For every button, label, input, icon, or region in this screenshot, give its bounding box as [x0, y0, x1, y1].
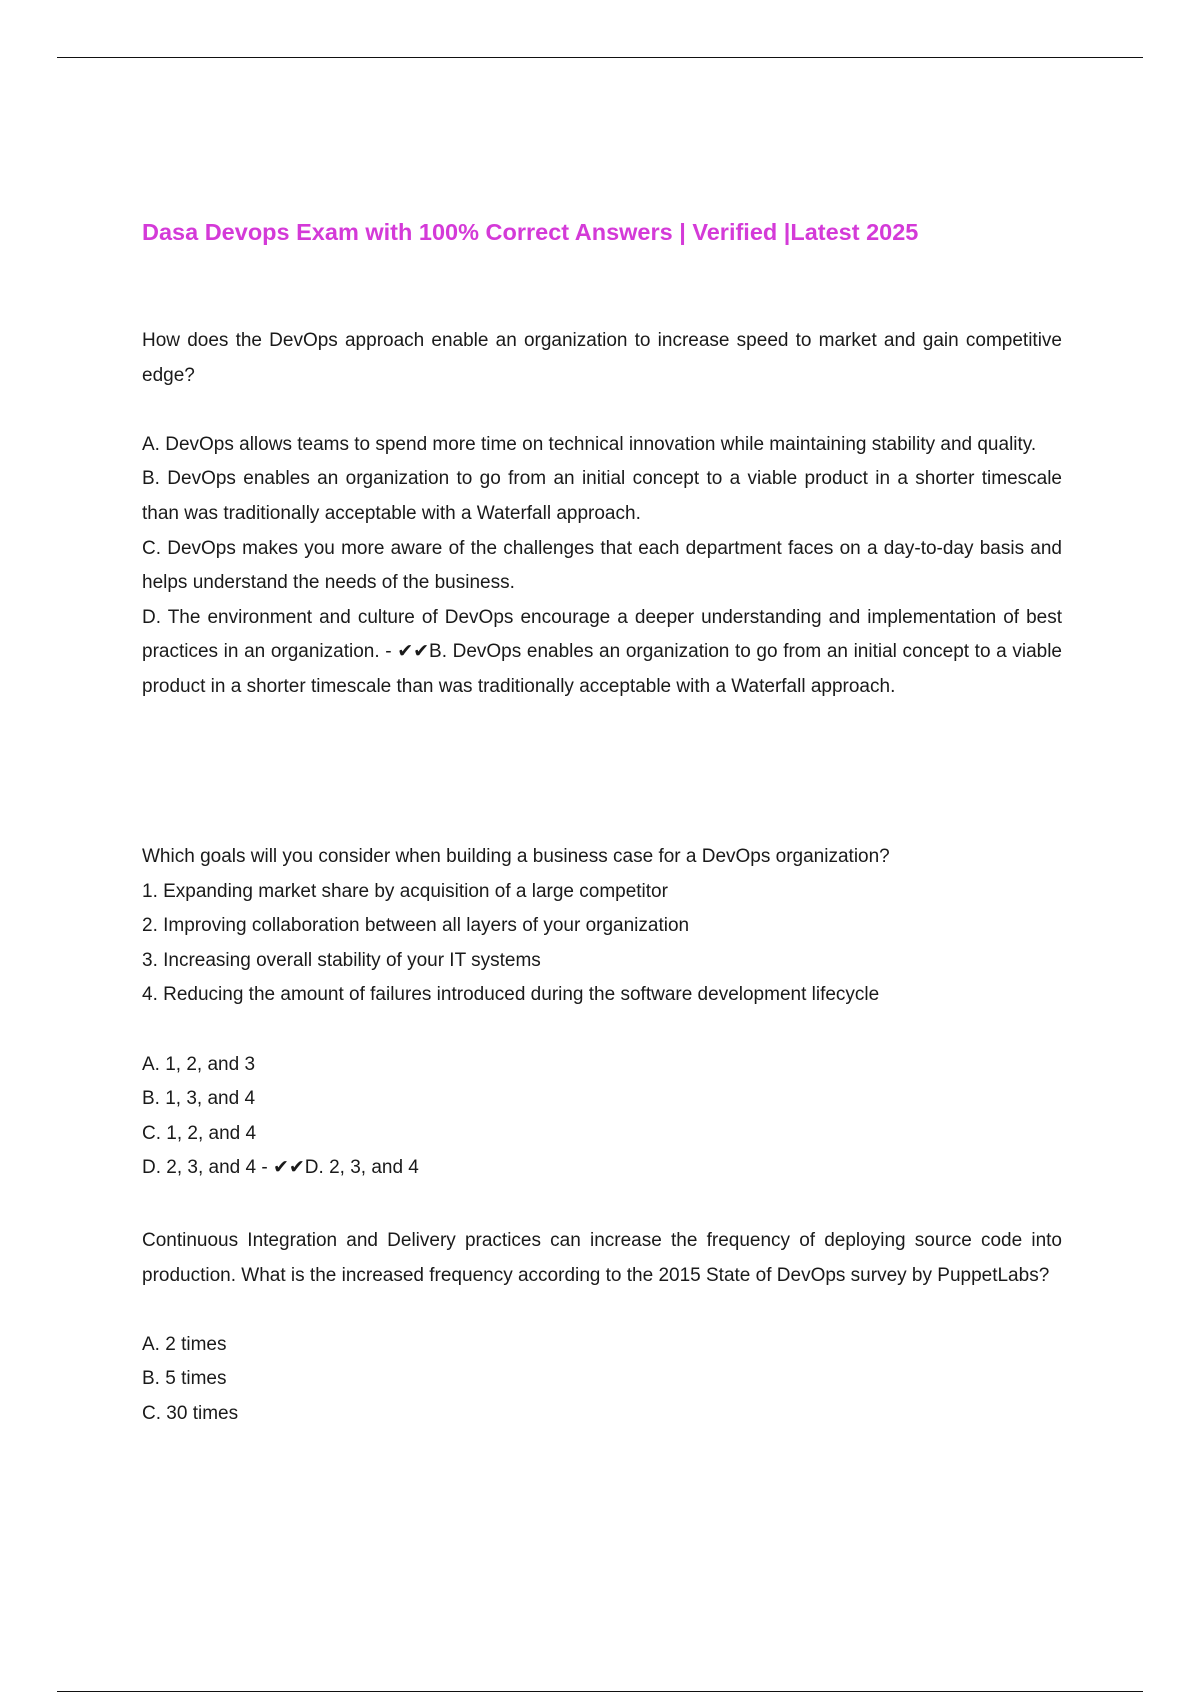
- question-2-option-b: B. 1, 3, and 4: [142, 1088, 256, 1110]
- question-2-goal-1: 1. Expanding market share by acquisition of a large competitor: [142, 880, 668, 902]
- footer-rule: [57, 1691, 1143, 1692]
- question-2-goal-3: 3. Increasing overall stability of your IT systems: [142, 949, 541, 971]
- question-1-option-c: C. DevOps makes you more aware of the challenges that each department faces on a day-to-day basis and helps understand the needs of the business.: [142, 537, 1062, 594]
- header-rule: [57, 57, 1143, 58]
- document-title: Dasa Devops Exam with 100% Correct Answers | Verified |Latest 2025: [142, 219, 919, 245]
- question-1-text: How does the DevOps approach enable an organization to increase speed to market and gain competitive edge?: [142, 330, 1062, 386]
- question-3-text: Continuous Integration and Delivery practices can increase the frequency of deploying source code into production. What is the increased frequency according to the 2015 State of DevOps survey by PuppetLabs?: [142, 1230, 1062, 1286]
- question-1: [142, 324, 1062, 705]
- question-2-option-a: A. 1, 2, and 3: [142, 1053, 256, 1075]
- question-3-option-b: B. 5 times: [142, 1368, 227, 1390]
- question-2: [142, 840, 1062, 1186]
- question-1-option-d-answer: D. The environment and culture of DevOps encourage a deeper understanding and implementation of best practices in an organization. - ✔✔B. DevOps enables an organization to go from an initial concept to a viable product in a shorter timescale than was traditionally acceptable with a Waterfall approach.: [142, 606, 1062, 697]
- question-2-option-c: C. 1, 2, and 4: [142, 1122, 257, 1144]
- question-3-option-a: A. 2 times: [142, 1333, 227, 1355]
- question-1-option-b: B. DevOps enables an organization to go from an initial concept to a viable product in a shorter timescale than was traditionally acceptable with a Waterfall approach.: [142, 468, 1062, 524]
- question-3: [142, 1224, 1062, 1432]
- question-3-option-c: C. 30 times: [142, 1402, 239, 1424]
- question-2-option-d-answer: D. 2, 3, and 4 - ✔✔D. 2, 3, and 4: [142, 1157, 419, 1179]
- question-1-option-a: A. DevOps allows teams to spend more time on technical innovation while maintaining stability and quality.: [142, 433, 1037, 455]
- question-2-goal-4: 4. Reducing the amount of failures introduced during the software development lifecycle: [142, 984, 880, 1006]
- question-2-goal-2: 2. Improving collaboration between all layers of your organization: [142, 915, 690, 937]
- question-2-text: Which goals will you consider when building a business case for a DevOps organization?: [142, 846, 890, 867]
